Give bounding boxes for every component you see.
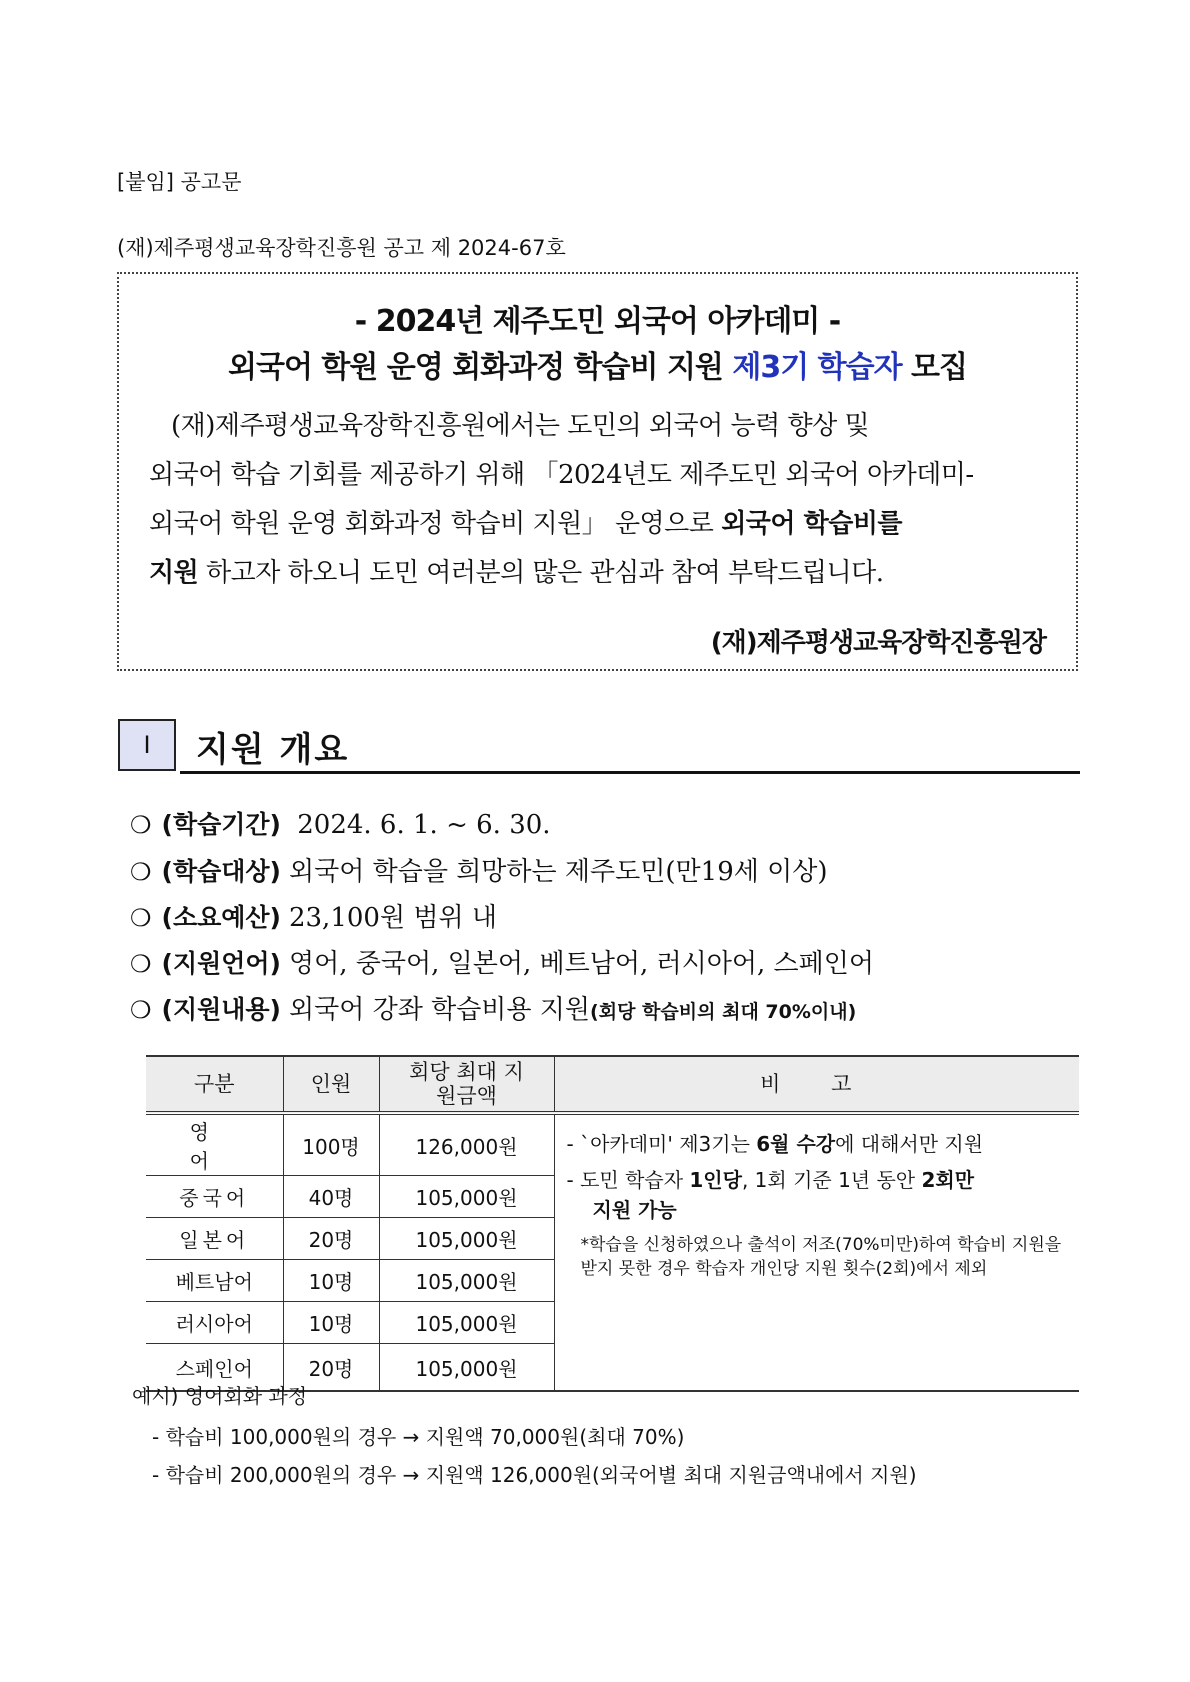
cell-count: 10명: [283, 1302, 379, 1344]
bullet-value: 영어, 중국어, 일본어, 베트남어, 러시아어, 스페인어: [288, 949, 874, 979]
bullet-value: 외국어 학습을 희망하는 제주도민(만19세 이상): [288, 857, 828, 887]
cell-amount: 105,000원: [379, 1218, 554, 1260]
example-heading: 예시) 영어회화 과정: [132, 1384, 308, 1408]
body-text: 하고자 하오니 도민 여러분의 많은 관심과 참여 부탁드립니다.: [198, 558, 884, 588]
notice-title-line1: - 2024년 제주도민 외국어 아카데미 -: [354, 304, 841, 339]
remark-line: [567, 1165, 1068, 1195]
bullet-key: (지원언어): [161, 949, 281, 978]
remark-bold: 1인당: [689, 1168, 742, 1192]
cell-count: 20명: [283, 1344, 379, 1392]
remark-bold: 2회만: [921, 1168, 975, 1192]
list-item: [130, 805, 551, 841]
bullet-key: (학습대상): [161, 857, 281, 886]
body-text: 외국어 학원 운영 회화과정 학습비 지원」 운영으로: [149, 509, 722, 539]
bullet-note: (회당 학습비의 최대 70%이내): [590, 1001, 857, 1023]
cell-count: 40명: [283, 1176, 379, 1218]
remark-bold: 지원 가능: [592, 1198, 677, 1222]
cell-language: 일본어: [146, 1218, 283, 1260]
cell-amount: 126,000원: [379, 1113, 554, 1176]
table-header: 회당 최대 지원금액: [379, 1056, 554, 1113]
remark-text: 에 대해서만 지원: [835, 1132, 984, 1156]
cell-language: 러시아어: [146, 1302, 283, 1344]
remark-cell: [554, 1113, 1079, 1391]
table-header: 비 고: [554, 1056, 1079, 1113]
bullet-value: 23,100원 범위 내: [288, 903, 497, 933]
title-text: 외국어 학원 운영 회화과정 학습비 지원: [228, 350, 733, 385]
cell-language: 중국어: [146, 1176, 283, 1218]
circle-bullet-icon: ❍: [130, 904, 152, 932]
body-bold: 지원: [149, 558, 199, 588]
example-line: - 학습비 100,000원의 경우 → 지원액 70,000원(최대 70%): [152, 1425, 685, 1449]
notice-title-line2: [119, 342, 1076, 386]
support-table: [146, 1055, 1079, 1392]
title-highlight: 제3기 학습자: [732, 350, 902, 385]
list-item: [130, 897, 497, 934]
body-line: [149, 500, 1049, 549]
remark-line: [567, 1129, 1068, 1159]
bullet-value: 외국어 강좌 학습비용 지원: [288, 995, 591, 1025]
body-line: (재)제주평생교육장학진흥원에서는 도민의 외국어 능력 향상 및: [171, 411, 870, 441]
circle-bullet-icon: ❍: [130, 811, 152, 839]
cell-count: 20명: [283, 1218, 379, 1260]
list-item: [130, 851, 828, 888]
remark-note: *학습을 신청하였으나 출석이 저조(70%미만)하여 학습비 지원을 받지 못한 경우 학습자 개인당 지원 횟수(2회)에서 제외: [580, 1235, 1062, 1279]
signer: (재)제주평생교육장학진흥원장: [710, 628, 1046, 658]
body-line: 외국어 학습 기회를 제공하기 위해 「2024년도 제주도민 외국어 아카데미-: [149, 460, 974, 490]
cell-amount: 105,000원: [379, 1176, 554, 1218]
table-header: 구분: [146, 1056, 283, 1113]
cell-count: 100명: [283, 1113, 379, 1176]
bullet-value: 2024. 6. 1. ~ 6. 30.: [297, 810, 551, 840]
cell-amount: 105,000원: [379, 1344, 554, 1392]
title-suffix: 모집: [901, 350, 967, 385]
remark-text: , 1회 기준 1년 동안: [741, 1168, 922, 1192]
bullet-key: (학습기간): [161, 810, 281, 839]
notice-body: [149, 402, 1049, 598]
remark-text: - 도민 학습자: [566, 1168, 690, 1192]
body-line: [149, 549, 1049, 598]
example-line: - 학습비 200,000원의 경우 → 지원액 126,000원(외국어별 최대 지원금액내에서 지원): [152, 1463, 917, 1487]
notice-number: (재)제주평생교육장학진흥원 공고 제 2024-67호: [117, 236, 566, 260]
bullet-key: (소요예산): [161, 903, 281, 932]
remark-bold: 6월 수강: [756, 1132, 836, 1156]
cell-language: 베트남어: [146, 1260, 283, 1302]
remark-text: - `아카데미' 제3기는: [566, 1132, 757, 1156]
list-item: [130, 989, 856, 1026]
section-number: Ⅰ: [118, 719, 176, 771]
table-row: [146, 1113, 1079, 1176]
list-item: [130, 943, 874, 980]
bullet-key: (지원내용): [161, 995, 281, 1024]
cell-amount: 105,000원: [379, 1260, 554, 1302]
notice-box: [117, 272, 1078, 671]
section-title: 지원 개요: [196, 730, 350, 770]
circle-bullet-icon: ❍: [130, 950, 152, 978]
table-header: 인원: [283, 1056, 379, 1113]
circle-bullet-icon: ❍: [130, 858, 152, 886]
cell-language: 스페인어: [146, 1344, 283, 1392]
section-divider: [180, 771, 1080, 774]
body-bold: 외국어 학습비를: [721, 509, 903, 539]
cell-count: 10명: [283, 1260, 379, 1302]
cell-language: 영 어: [146, 1113, 283, 1176]
circle-bullet-icon: ❍: [130, 996, 152, 1024]
attachment-label: [붙임] 공고문: [117, 170, 242, 194]
remark-line: [567, 1195, 1068, 1225]
cell-amount: 105,000원: [379, 1302, 554, 1344]
